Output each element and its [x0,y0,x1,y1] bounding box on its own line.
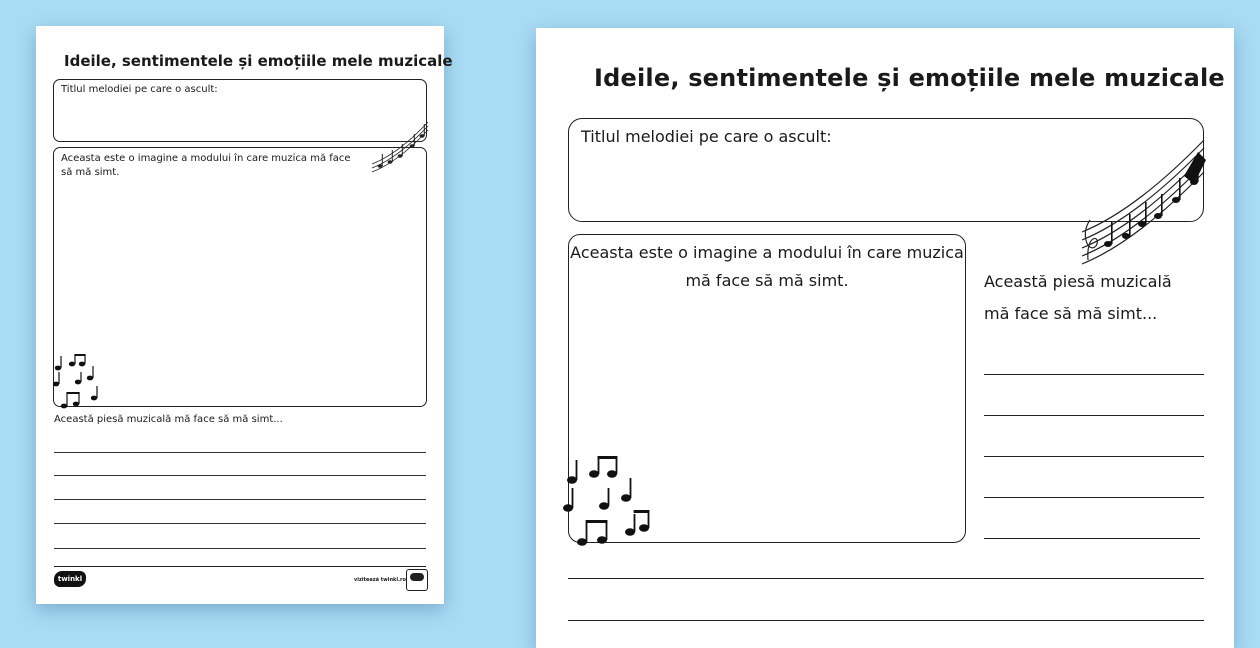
feeling-label: Această piesă muzicală mă face să mă simt... [54,414,283,425]
writing-line [568,578,1204,579]
music-staff-icon [1076,136,1216,266]
song-title-label: Titlul melodiei pe care o ascult: [61,84,218,95]
footer-rule [54,566,426,567]
music-notes-icon [50,354,106,416]
writing-line [54,475,426,476]
song-title-label: Titlul melodiei pe care o ascult: [581,127,832,146]
worksheet-title: Ideile, sentimentele și emoțiile mele muzicale [594,64,1225,92]
quality-badge-icon [406,569,428,591]
writing-line [54,548,426,549]
drawing-box [53,147,427,407]
writing-line [984,374,1204,375]
writing-line [984,415,1204,416]
writing-line [984,538,1200,539]
writing-line [54,523,426,524]
footer-text: vizitează twinkl.ro [354,577,406,583]
twinkl-logo-icon: twinkl [54,571,86,587]
music-staff-icon [368,118,432,176]
writing-line [568,620,1204,621]
writing-line [54,452,426,453]
worksheet-preview-page [36,26,453,604]
writing-line [984,456,1204,457]
writing-line [54,499,426,500]
worksheet-zoomed-page [536,28,1234,648]
drawing-box-label: Aceasta este o imagine a modului în care muzica mă face să mă simt. [570,243,964,290]
writing-line [984,497,1204,498]
drawing-box-label: Aceasta este o imagine a modului în care muzica mă face să mă simt. [61,153,351,178]
worksheet-title: Ideile, sentimentele și emoțiile mele muzicale [64,52,453,70]
feeling-label: Această piesă muzicală mă face să mă simt... [984,272,1172,323]
music-notes-icon [560,456,652,564]
